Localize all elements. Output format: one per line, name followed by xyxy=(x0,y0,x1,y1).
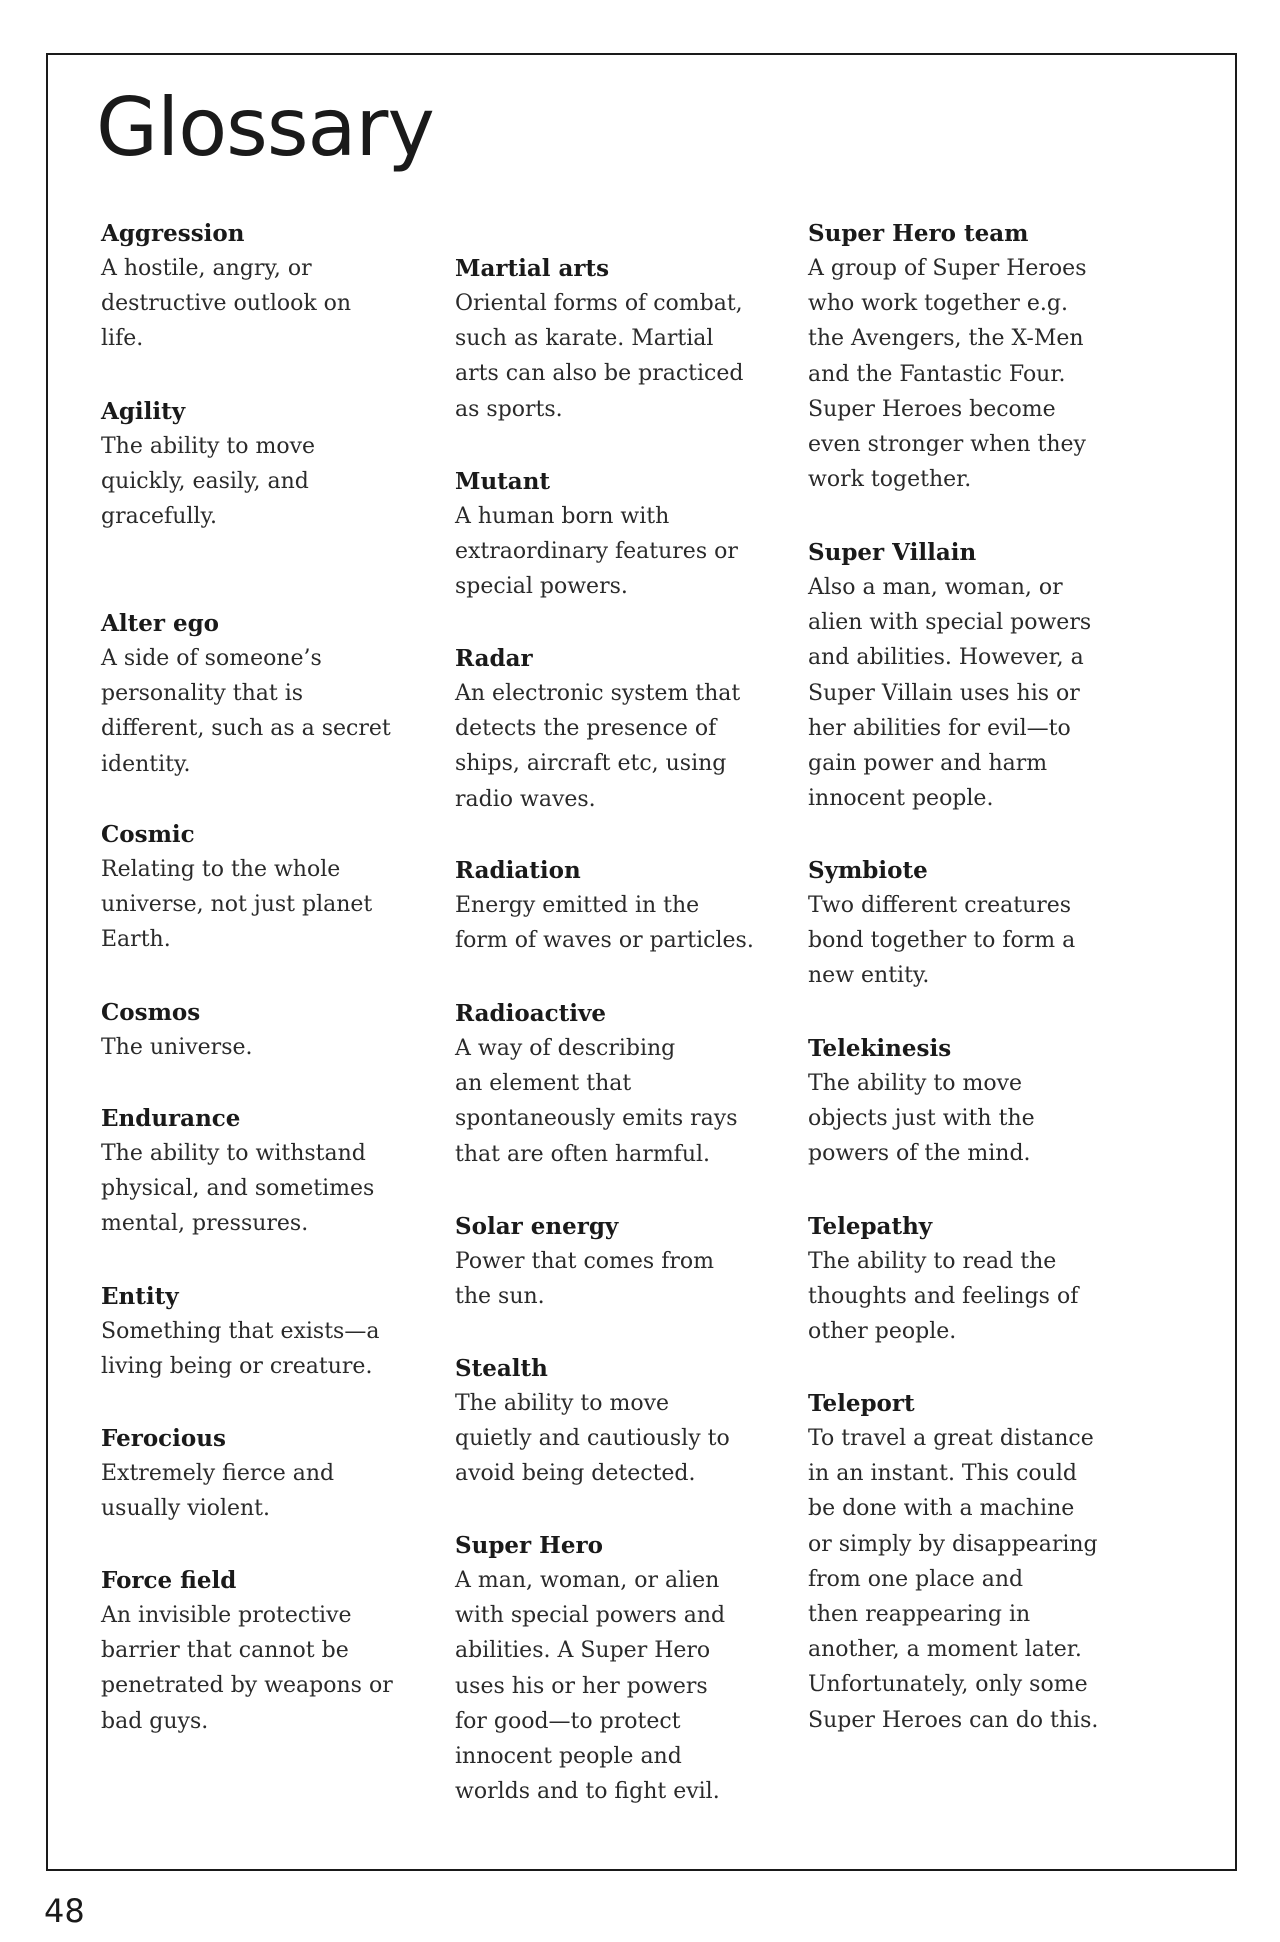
glossary-entry-symbiote xyxy=(808,853,1148,994)
page-number: 48 xyxy=(44,1892,85,1930)
glossary-entry-martial-arts xyxy=(455,251,795,427)
glossary-entry-cosmos xyxy=(101,995,441,1065)
glossary-entry-entity xyxy=(101,1279,441,1384)
definition: A hostile, angry, or destructive outlook on life. xyxy=(101,256,352,352)
term: Agility xyxy=(101,398,186,425)
glossary-entry-stealth xyxy=(455,1351,795,1492)
definition: The ability to move quietly and cautiously to avoid being detected. xyxy=(455,1391,730,1487)
term: Radar xyxy=(455,645,533,672)
term: Martial arts xyxy=(455,255,610,282)
definition: The ability to move quickly, easily, and gracefully. xyxy=(101,434,316,530)
definition: An electronic system that detects the presence of ships, aircraft etc, using radio waves. xyxy=(455,681,741,812)
definition: A human born with extraordinary features or special powers. xyxy=(455,504,738,600)
definition: The ability to read the thoughts and feelings of other people. xyxy=(808,1249,1079,1345)
definition: An invisible protective barrier that cannot be penetrated by weapons or bad guys. xyxy=(101,1603,393,1734)
term: Super Villain xyxy=(808,539,977,566)
definition: Relating to the whole universe, not just planet Earth. xyxy=(101,857,373,953)
definition: The ability to move objects just with the powers of the mind. xyxy=(808,1071,1035,1167)
term: Cosmos xyxy=(101,999,201,1026)
glossary-entry-super-villain xyxy=(808,535,1148,816)
definition: Energy emitted in the form of waves or particles. xyxy=(455,893,754,954)
term: Telekinesis xyxy=(808,1035,952,1062)
glossary-entry-ferocious xyxy=(101,1421,441,1526)
definition: Something that exists—a living being or creature. xyxy=(101,1319,380,1380)
glossary-entry-telekinesis xyxy=(808,1031,1148,1172)
glossary-entry-mutant xyxy=(455,464,795,605)
glossary-entry-super-hero-team xyxy=(808,216,1148,497)
term: Alter ego xyxy=(101,610,220,637)
term: Super Hero xyxy=(455,1532,603,1559)
term: Mutant xyxy=(455,468,551,495)
term: Radioactive xyxy=(455,1000,606,1027)
definition: A side of someone’s personality that is different, such as a secret identity. xyxy=(101,646,391,777)
definition: Oriental forms of combat, such as karate. Martial arts can also be practiced as sports. xyxy=(455,291,744,422)
definition: The ability to withstand physical, and sometimes mental, pressures. xyxy=(101,1141,375,1237)
glossary-entry-radiation xyxy=(455,853,795,958)
term: Aggression xyxy=(101,220,245,247)
definition: Two different creatures bond together to form a new entity. xyxy=(808,893,1076,989)
term: Super Hero team xyxy=(808,220,1029,247)
glossary-entry-teleport xyxy=(808,1386,1148,1738)
term: Endurance xyxy=(101,1105,241,1132)
definition: Also a man, woman, or alien with special powers and abilities. However, a Super Villain uses his or her abilities for evil—to gain power and harm innocent people. xyxy=(808,575,1092,812)
definition: Power that comes from the sun. xyxy=(455,1249,714,1310)
glossary-entry-alter-ego xyxy=(101,606,441,782)
glossary-entry-agility xyxy=(101,394,441,535)
term: Force field xyxy=(101,1567,237,1594)
term: Stealth xyxy=(455,1355,548,1382)
glossary-entry-aggression xyxy=(101,216,441,357)
glossary-entry-solar-energy xyxy=(455,1209,795,1314)
definition: To travel a great distance in an instant. This could be done with a machine or simply by disappearing from one place and then reappearing in another, a moment later. Unfortunately, only some Super Heroes can do this. xyxy=(808,1426,1099,1733)
glossary-entry-super-hero xyxy=(455,1528,795,1809)
definition: Extremely fierce and usually violent. xyxy=(101,1461,335,1522)
term: Radiation xyxy=(455,857,581,884)
glossary-entry-force-field xyxy=(101,1563,441,1739)
glossary-entry-radioactive xyxy=(455,996,795,1172)
glossary-entry-radar xyxy=(455,641,795,817)
term: Symbiote xyxy=(808,857,928,884)
term: Telepathy xyxy=(808,1213,933,1240)
definition: A man, woman, or alien with special powers and abilities. A Super Hero uses his or her powers for good—to protect innocent people and worlds and to fight evil. xyxy=(455,1568,726,1805)
glossary-entry-telepathy xyxy=(808,1209,1148,1350)
term: Teleport xyxy=(808,1390,915,1417)
glossary-entry-endurance xyxy=(101,1101,441,1242)
definition: The universe. xyxy=(101,1035,253,1060)
glossary-entry-cosmic xyxy=(101,817,441,958)
term: Solar energy xyxy=(455,1213,619,1240)
page-title: Glossary xyxy=(96,81,434,174)
term: Ferocious xyxy=(101,1425,226,1452)
definition: A way of describing an element that spontaneously emits rays that are often harmful. xyxy=(455,1036,738,1167)
definition: A group of Super Heroes who work together e.g. the Avengers, the X-Men and the Fantastic Four. Super Heroes become even stronger when they work together. xyxy=(808,256,1087,493)
term: Entity xyxy=(101,1283,179,1310)
term: Cosmic xyxy=(101,821,195,848)
